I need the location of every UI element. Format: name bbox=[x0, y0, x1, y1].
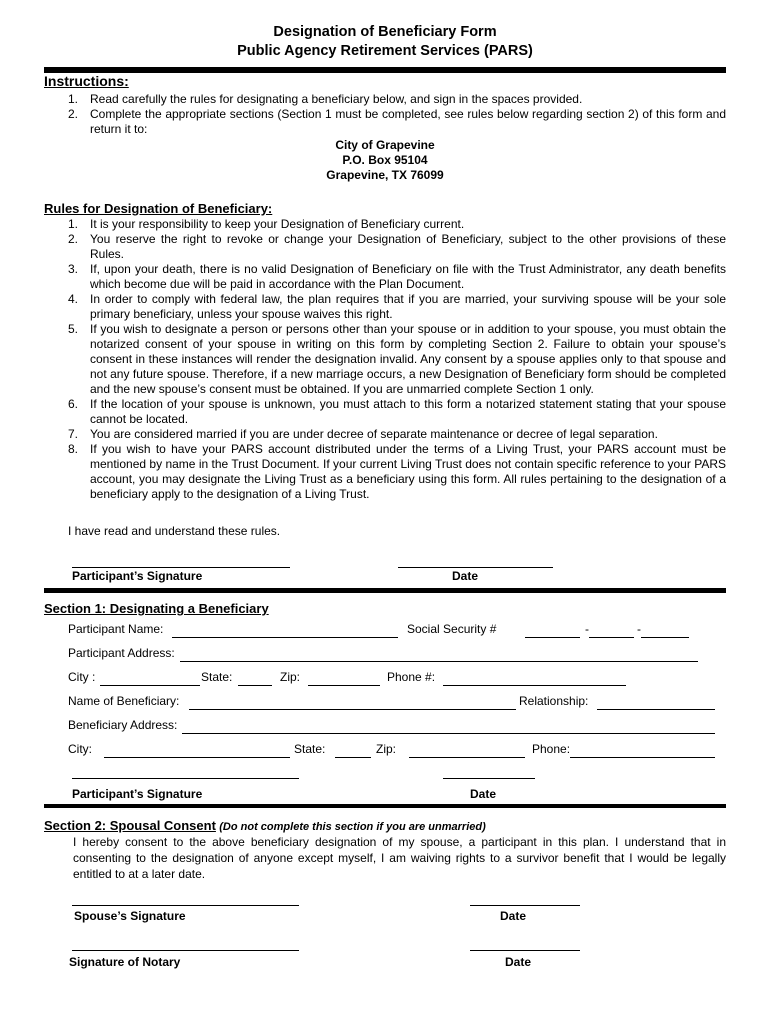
rule-number: 1. bbox=[68, 217, 79, 231]
participant-name-field[interactable] bbox=[172, 623, 398, 638]
state-label: State: bbox=[201, 670, 233, 684]
header-divider bbox=[44, 67, 726, 73]
relationship-label: Relationship: bbox=[519, 694, 589, 708]
section1-date-label: Date bbox=[470, 787, 497, 801]
rule-number: 3. bbox=[68, 262, 79, 276]
rule-text: If you wish to designate a person or persons other than your spouse or in addition to your spouse, you must obtain the notarized consent of your spouse in writing on this form by completing Section 2. Failure to obtain your spouse’s consent in these instances will render the designation invalid. Any consent by a spouse applies only to that spouse and not any future spouse. Therefore, if a new marriage occurs, a new Designation of Beneficiary form should be completed and the new spouse’s consent must be obtained. If you are unmarried complete Section 1 only. bbox=[90, 322, 726, 396]
ssn-dash-2: - bbox=[637, 622, 641, 636]
phone2-label: Phone: bbox=[532, 742, 571, 756]
rule-number: 6. bbox=[68, 397, 79, 411]
rules-signature-line[interactable] bbox=[72, 567, 290, 568]
beneficiary-name-label: Name of Beneficiary: bbox=[68, 694, 180, 708]
rule-number: 8. bbox=[68, 442, 79, 456]
acknowledge-text: I have read and understand these rules. bbox=[68, 524, 281, 538]
ssn-label: Social Security # bbox=[407, 622, 497, 636]
zip2-field[interactable] bbox=[409, 743, 525, 758]
section2-divider bbox=[44, 804, 726, 808]
rule-item bbox=[68, 232, 726, 262]
zip-label: Zip: bbox=[280, 670, 301, 684]
phone-label: Phone #: bbox=[387, 670, 436, 684]
spouse-signature-line[interactable] bbox=[72, 905, 299, 906]
rule-text: If you wish to have your PARS account distributed under the terms of a Living Trust, your PARS account must be mentioned by name in the Trust Document. If your current Living Trust does not contain specific reference to your PARS account, you may designate the Living Trust as a beneficiary using this form. All rules pertaining to the designation of a beneficiary apply to the designation of a Living Trust. bbox=[90, 442, 726, 501]
rule-item bbox=[68, 262, 726, 292]
beneficiary-address-label: Beneficiary Address: bbox=[68, 718, 178, 732]
rule-number: 5. bbox=[68, 322, 79, 336]
rule-number: 4. bbox=[68, 292, 79, 306]
zip-field[interactable] bbox=[308, 671, 380, 686]
return-address-line-2: P.O. Box 95104 bbox=[342, 153, 428, 167]
return-address-line-1: City of Grapevine bbox=[335, 138, 435, 152]
rule-number: 7. bbox=[68, 427, 79, 441]
instructions-heading: Instructions: bbox=[44, 73, 129, 89]
rule-item bbox=[68, 427, 726, 442]
notary-date-label: Date bbox=[505, 955, 532, 969]
instructions-list bbox=[68, 92, 726, 137]
phone2-field[interactable] bbox=[570, 743, 715, 758]
state2-field[interactable] bbox=[335, 743, 371, 758]
section1-heading: Section 1: Designating a Beneficiary bbox=[44, 601, 269, 616]
ssn-part-3-field[interactable] bbox=[641, 623, 689, 638]
ssn-part-1-field[interactable] bbox=[525, 623, 580, 638]
instruction-number: 1. bbox=[68, 92, 79, 106]
city2-field[interactable] bbox=[104, 743, 290, 758]
rule-text: You are considered married if you are under decree of separate maintenance or decree of legal separation. bbox=[90, 427, 658, 441]
ssn-part-2-field[interactable] bbox=[589, 623, 634, 638]
zip2-label: Zip: bbox=[376, 742, 397, 756]
section1-date-line[interactable] bbox=[443, 778, 535, 779]
notary-date-line[interactable] bbox=[470, 950, 580, 951]
section2-heading-row bbox=[44, 818, 486, 833]
notary-signature-line[interactable] bbox=[72, 950, 299, 951]
rules-list bbox=[68, 217, 726, 502]
section1-divider bbox=[44, 588, 726, 593]
form-title: Designation of Beneficiary Form bbox=[273, 24, 497, 40]
state-field[interactable] bbox=[238, 671, 272, 686]
instruction-number: 2. bbox=[68, 107, 79, 121]
participant-address-label: Participant Address: bbox=[68, 646, 175, 660]
spouse-date-line[interactable] bbox=[470, 905, 580, 906]
notary-signature-label: Signature of Notary bbox=[69, 955, 181, 969]
rule-text: It is your responsibility to keep your Designation of Beneficiary current. bbox=[90, 217, 465, 231]
spouse-signature-label: Spouse’s Signature bbox=[74, 909, 186, 923]
rule-item bbox=[68, 322, 726, 397]
spouse-date-label: Date bbox=[500, 909, 527, 923]
rule-text: If, upon your death, there is no valid Designation of Beneficiary on file with the Trust Administrator, any death benefits which become due will be paid in accordance with the Plan Document. bbox=[90, 262, 726, 291]
rules-date-line[interactable] bbox=[398, 567, 553, 568]
rule-number: 2. bbox=[68, 232, 79, 246]
instruction-item bbox=[68, 107, 726, 137]
section1-signature-label: Participant’s Signature bbox=[72, 787, 203, 801]
rule-item bbox=[68, 442, 726, 502]
state2-label: State: bbox=[294, 742, 326, 756]
rule-text: You reserve the right to revoke or change your Designation of Beneficiary, subject to the other provisions of these Rules. bbox=[90, 232, 726, 261]
instruction-item bbox=[68, 92, 726, 107]
ssn-dash-1: - bbox=[585, 622, 589, 636]
rule-text: In order to comply with federal law, the plan requires that if you are married, your surviving spouse will be your sole primary beneficiary, unless your spouse waives this right. bbox=[90, 292, 726, 321]
instruction-text: Complete the appropriate sections (Section 1 must be completed, see rules below regarding section 2) of this form and return it to: bbox=[90, 107, 726, 136]
phone-field[interactable] bbox=[443, 671, 626, 686]
beneficiary-name-field[interactable] bbox=[189, 695, 516, 710]
beneficiary-address-field[interactable] bbox=[182, 719, 715, 734]
section1-signature-line[interactable] bbox=[72, 778, 299, 779]
consent-text: I hereby consent to the above beneficiary designation of my spouse, a participant in this plan. I understand that in consenting to the designation of anyone except myself, I am waiving rights to a survivor benefit that I would be legally entitled to at a later date. bbox=[73, 835, 726, 881]
participant-name-label: Participant Name: bbox=[68, 622, 164, 636]
rule-item bbox=[68, 217, 726, 232]
city-field[interactable] bbox=[100, 671, 200, 686]
rules-signature-label: Participant’s Signature bbox=[72, 569, 203, 583]
participant-address-field[interactable] bbox=[180, 647, 698, 662]
rules-heading: Rules for Designation of Beneficiary: bbox=[44, 201, 273, 216]
form-subtitle: Public Agency Retirement Services (PARS) bbox=[237, 43, 533, 59]
relationship-field[interactable] bbox=[597, 695, 715, 710]
city2-label: City: bbox=[68, 742, 92, 756]
city-label: City : bbox=[68, 670, 96, 684]
rule-item bbox=[68, 292, 726, 322]
section2-heading: Section 2: Spousal Consent bbox=[44, 818, 216, 833]
return-address-line-3: Grapevine, TX 76099 bbox=[326, 168, 444, 182]
rules-date-label: Date bbox=[452, 569, 479, 583]
instruction-text: Read carefully the rules for designating a beneficiary below, and sign in the spaces provided. bbox=[90, 92, 583, 106]
rule-text: If the location of your spouse is unknown, you must attach to this form a notarized statement stating that your spouse cannot be located. bbox=[90, 397, 726, 426]
section2-note: (Do not complete this section if you are unmarried) bbox=[219, 821, 486, 833]
rule-item bbox=[68, 397, 726, 427]
